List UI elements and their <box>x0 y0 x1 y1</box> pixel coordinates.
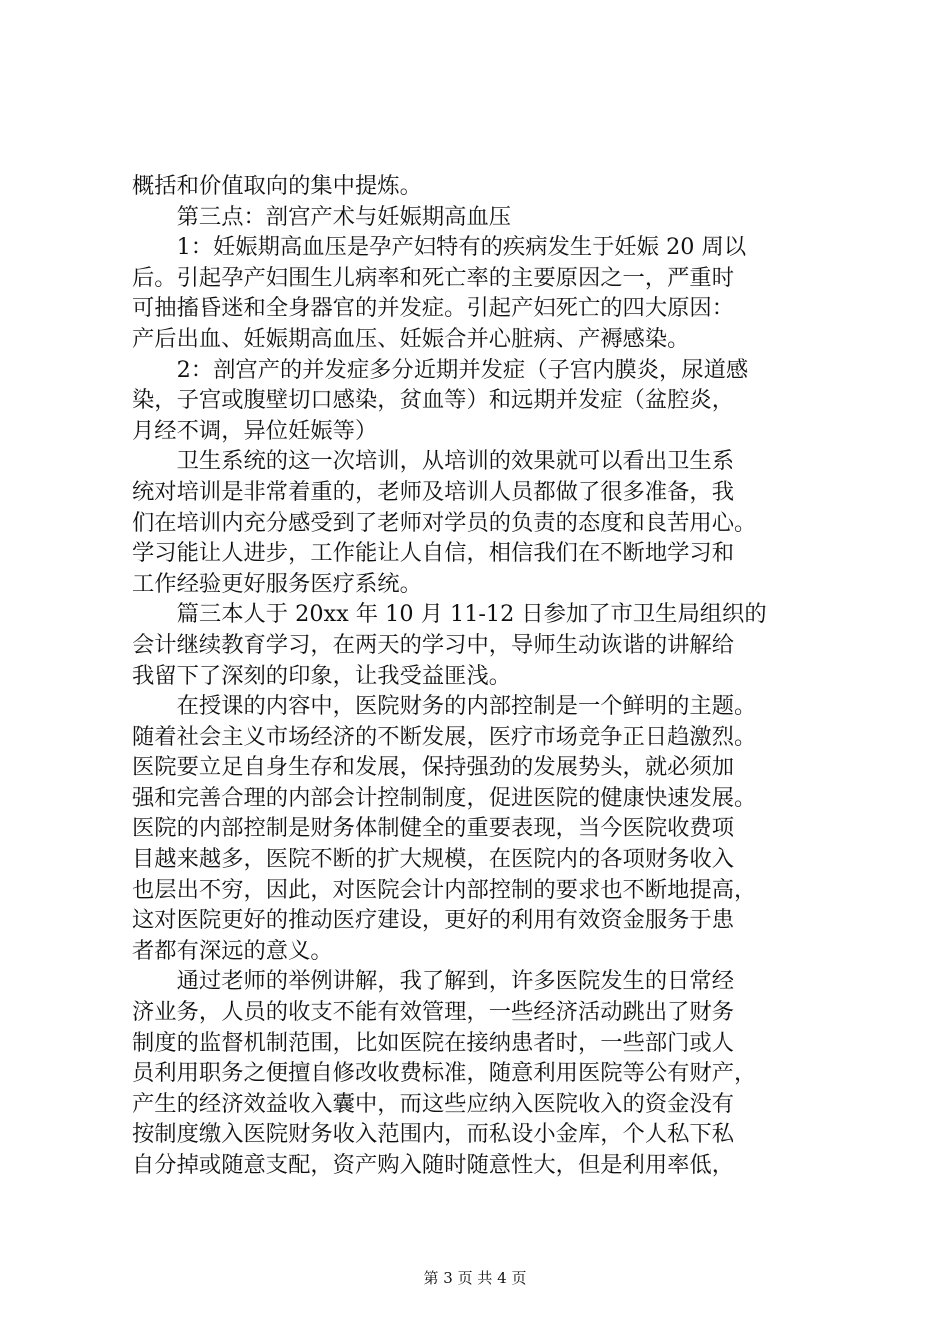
text-line: 会计继续教育学习，在两天的学习中，导师生动诙谐的讲解给 <box>132 631 735 658</box>
text-line: 自分掉或随意支配，资产购入随时随意性大，但是利用率低， <box>132 1152 735 1178</box>
page-footer: 第 3 页 共 4 页 <box>423 1269 527 1287</box>
text-line: 概括和价值取向的集中提炼。 <box>132 173 422 199</box>
text-line: 1：妊娠期高血压是孕产妇特有的疾病发生于妊娠 20 周以 <box>132 234 747 261</box>
text-line: 篇三本人于 20xx 年 10 月 11-12 日参加了市卫生局组织的 <box>132 601 767 628</box>
text-line: 通过老师的举例讲解，我了解到，许多医院发生的日常经 <box>132 968 735 995</box>
text-line: 们在培训内充分感受到了老师对学员的负责的态度和良苦用心。 <box>132 509 757 536</box>
text-line: 医院要立足自身生存和发展，保持强劲的发展势头，就必须加 <box>132 754 735 781</box>
text-line: 月经不调，异位妊娠等） <box>132 417 378 444</box>
text-line: 染，子宫或腹壁切口感染，贫血等）和远期并发症（盆腔炎， <box>132 387 735 414</box>
text-line: 学习能让人进步，工作能让人自信，相信我们在不断地学习和 <box>132 540 735 567</box>
text-line: 强和完善合理的内部会计控制制度，促进医院的健康快速发展。 <box>132 784 757 811</box>
text-line: 也层出不穷，因此，对医院会计内部控制的要求也不断地提高， <box>132 876 757 903</box>
text-line: 可抽搐昏迷和全身器官的并发症。引起产妇死亡的四大原因： <box>132 295 735 322</box>
text-line: 统对培训是非常着重的，老师及培训人员都做了很多准备，我 <box>132 478 735 505</box>
text-line: 随着社会主义市场经济的不断发展，医疗市场竞争正日趋激烈。 <box>132 723 757 750</box>
text-line: 医院的内部控制是财务体制健全的重要表现，当今医院收费项 <box>132 815 735 842</box>
text-line: 产后出血、妊娠期高血压、妊娠合并心脏病、产褥感染。 <box>132 325 690 352</box>
text-line: 2：剖宫产的并发症多分近期并发症（子宫内膜炎，尿道感 <box>132 356 749 383</box>
body-text <box>132 171 832 1181</box>
text-line: 制度的监督机制范围，比如医院在接纳患者时，一些部门或人 <box>132 1029 735 1056</box>
text-line: 我留下了深刻的印象，让我受益匪浅。 <box>132 662 512 689</box>
text-line: 卫生系统的这一次培训，从培训的效果就可以看出卫生系 <box>132 448 735 475</box>
text-line: 第三点：剖宫产术与妊娠期高血压 <box>132 203 512 230</box>
text-line: 济业务，人员的收支不能有效管理，一些经济活动跳出了财务 <box>132 999 735 1026</box>
text-line: 在授课的内容中，医院财务的内部控制是一个鲜明的主题。 <box>132 693 757 720</box>
text-line: 工作经验更好服务医疗系统。 <box>132 570 422 597</box>
text-line: 员利用职务之便擅自修改收费标准，随意利用医院等公有财产， <box>132 1060 757 1087</box>
text-line: 后。引起孕产妇围生儿病率和死亡率的主要原因之一，严重时 <box>132 264 735 291</box>
text-line: 按制度缴入医院财务收入范围内，而私设小金库，个人私下私 <box>132 1121 735 1148</box>
text-line: 产生的经济效益收入囊中，而这些应纳入医院收入的资金没有 <box>132 1090 735 1117</box>
text-line: 这对医院更好的推动医疗建设，更好的利用有效资金服务于患 <box>132 907 735 934</box>
text-line: 目越来越多，医院不断的扩大规模，在医院内的各项财务收入 <box>132 846 735 873</box>
text-line: 者都有深远的意义。 <box>132 937 333 964</box>
